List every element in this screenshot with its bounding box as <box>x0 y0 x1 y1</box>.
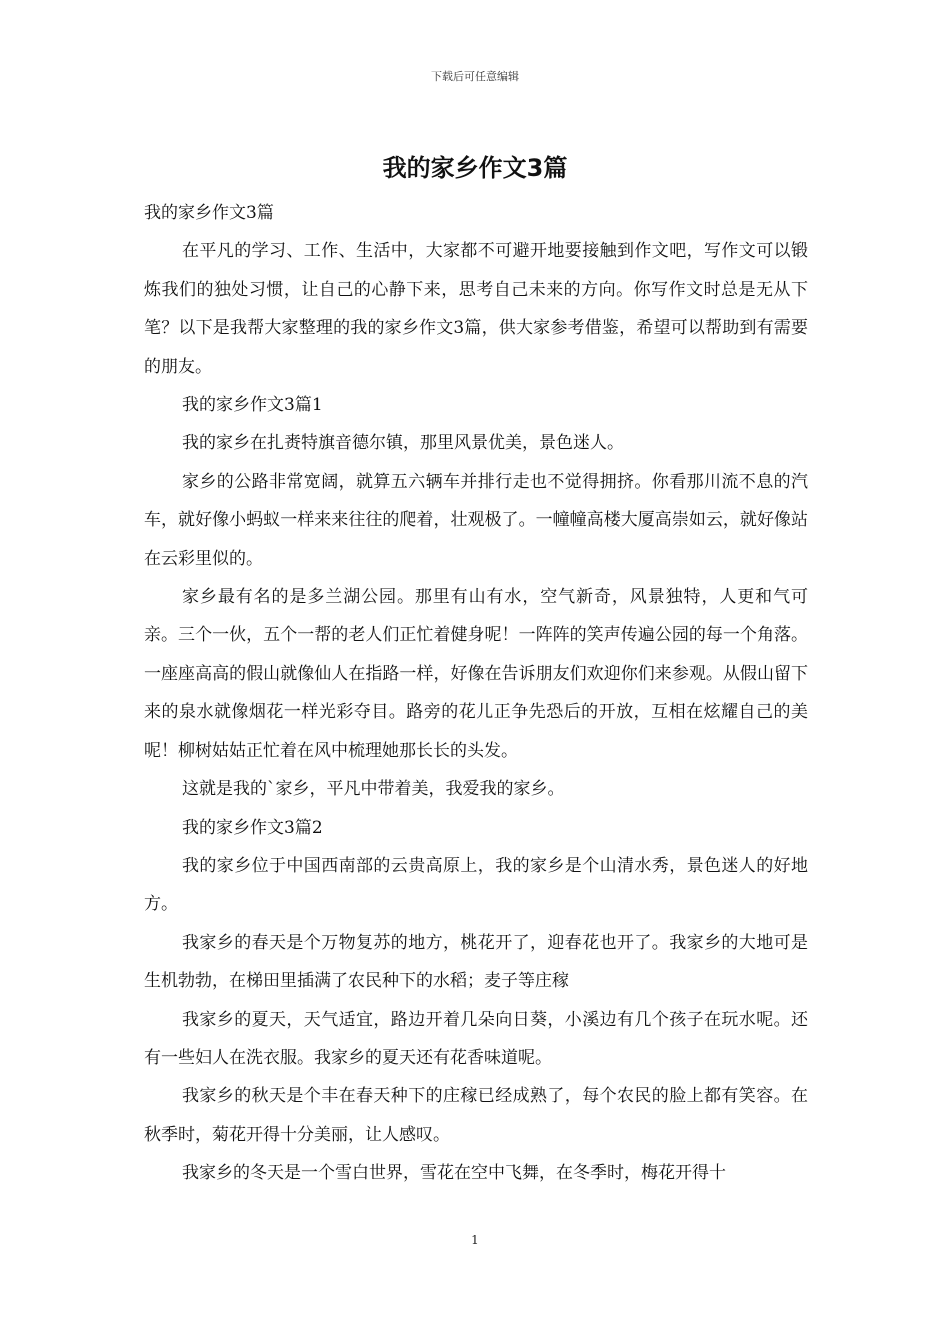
paragraph: 在平凡的学习、工作、生活中，大家都不可避开地要接触到作文吧，写作文可以锻炼我们的独处习惯，让自己的心静下来，思考自己未来的方向。你写作文时总是无从下笔？以下是我帮大家整理的我的家乡作文3篇，供大家参考借鉴，希望可以帮助到有需要的朋友。 <box>144 241 808 377</box>
document-title: 我的家乡作文3篇 <box>382 154 568 182</box>
paragraph: 我的家乡在扎赉特旗音德尔镇，那里风景优美，景色迷人。 <box>182 433 624 454</box>
paragraph: 我家乡的春天是个万物复苏的地方，桃花开了，迎春花也开了。我家乡的大地可是生机勃勃，在梯田里插满了农民种下的水稻；麦子等庄稼 <box>144 932 808 992</box>
header-note: 下载后可任意编辑 <box>431 70 519 83</box>
paragraph: 我家乡的秋天是个丰在春天种下的庄稼已经成熟了，每个农民的脸上都有笑容。在秋季时，菊花开得十分美丽，让人感叹。 <box>144 1086 808 1145</box>
document-body <box>144 194 808 1193</box>
paragraph: 家乡的公路非常宽阔，就算五六辆车并排行走也不觉得拥挤。你看那川流不息的汽车，就好像小蚂蚁一样来来往往的爬着，壮观极了。一幢幢高楼大厦高崇如云，就好像站在云彩里似的。 <box>144 471 808 569</box>
section-heading: 我的家乡作文3篇2 <box>182 817 323 838</box>
paragraph: 这就是我的`家乡，平凡中带着美，我爱我的家乡。 <box>182 779 565 800</box>
paragraph: 我家乡的冬天是一个雪白世界，雪花在空中飞舞，在冬季时，梅花开得十 <box>182 1163 726 1184</box>
paragraph: 家乡最有名的是多兰湖公园。那里有山有水，空气新奇，风景独特，人更和气可亲。三个一伙，五个一帮的老人们正忙着健身呢！一阵阵的笑声传遍公园的每一个角落。一座座高高的假山就像仙人在指路一样，好像在告诉朋友们欢迎你们来参观。从假山留下来的泉水就像烟花一样光彩夺目。路旁的花儿正争先恐后的开放，互相在炫耀自己的美呢！柳树姑姑正忙着在风中梳理她那长长的头发。 <box>144 587 808 761</box>
paragraph: 我的家乡位于中国西南部的云贵高原上，我的家乡是个山清水秀，景色迷人的好地方。 <box>144 855 808 915</box>
section-heading: 我的家乡作文3篇1 <box>182 395 323 416</box>
paragraph: 我家乡的夏天，天气适宜，路边开着几朵向日葵，小溪边有几个孩子在玩水呢。还有一些妇人在洗衣服。我家乡的夏天还有花香味道呢。 <box>144 1009 808 1068</box>
page-number: 1 <box>471 1233 479 1247</box>
subtitle-line: 我的家乡作文3篇 <box>144 203 274 223</box>
